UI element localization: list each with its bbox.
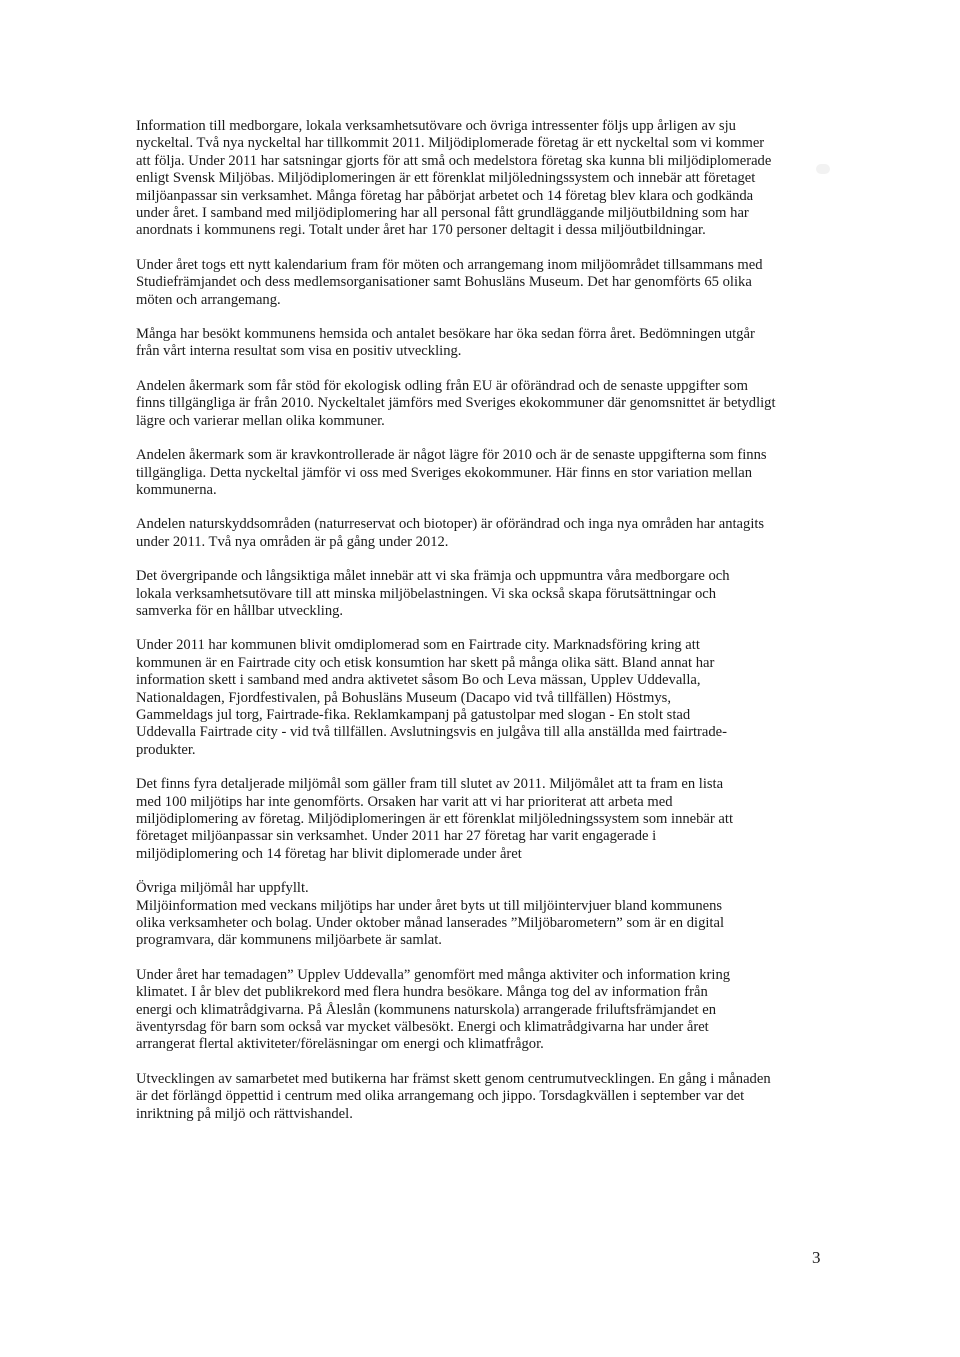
paragraph-environmental-information: Miljöinformation med veckans miljötips har under året byts ut till miljöintervjuer bland kommunens olika verksamheter och bolag. Under oktober månad lanserades ”Miljöbarometern” som är en digital programvara, där kommunens miljöarbete är samlat. [136, 897, 725, 949]
paragraph-krav-farmland: Andelen åkermark som är kravkontrollerade är något lägre för 2010 och är de senaste uppgifterna som finns tillgängliga. Detta nyckeltal jämför vi oss med Sveriges ekokommuner. Här finns en stor variation mellan kommunerna. [136, 447, 767, 498]
scan-artifact [816, 164, 830, 174]
paragraph-shop-cooperation: Utvecklingen av samarbetet med butikerna har främst skett genom centrumutvecklingen. En gång i månaden är det förlängd öppettid i centrum med olika arrangemang och jippo. Torsdagkvällen i september var det inriktning på miljö och rättvishandel. [136, 1070, 771, 1122]
paragraph-nature-reserves: Andelen naturskyddsområden (naturreservat och biotoper) är oförändrad och inga nya områden har antagits under 2011. Två nya områden är på gång under 2012. [136, 516, 765, 550]
paragraph-other-goals: Övriga miljömål har uppfyllt. [136, 880, 309, 897]
paragraph-organic-farmland: Andelen åkermark som får stöd för ekologisk odling från EU är oförändrad och de senaste uppgifter som finns tillgängliga är från 2010. Nyckeltalet jämförs med Sveriges ekokommuner där genomsnittet är betydligt lägre och varierar mellan olika kommuner. [136, 377, 776, 429]
paragraph-calendar: Under året togs ett nytt kalendarium fram för möten och arrangemang inom miljöområdet tillsammans med Studiefrämjandet och dess medlemsorganisationer samt Bohusläns Museum. Det har genomförts 65 olika möten och arrangemang. [136, 256, 763, 308]
body-text [136, 118, 806, 1140]
paragraph-theme-day: Under året har temadagen” Upplev Uddevalla” genomfört med många aktiviter och information kring klimatet. I år blev det publikrekord med flera hundra besökare. Många tog del av information från energi och klimatrådgivarna. På Åleslån (kommunens naturskola) arrangerade friluftsfrämjandet en äventyrsdag för barn som också var mycket välbesökt. Energi och klimatrådgivarna har under året arrangerat flertal aktiviteter/föreläsningar om energi och klimatfrågor. [136, 966, 731, 1053]
paragraph-key-figures: Information till medborgare, lokala verksamhetsutövare och övriga intressenter följs upp årligen av sju nyckeltal. Två nya nyckeltal har tillkommit 2011. Miljödiplomerade företag är ett nyckeltal som vi kommer att följa. Under 2011 har satsningar gjorts för att små och medelstora företag ska kunna bli miljödiplomerade enligt Svensk Miljöbas. Miljödiplomeringen är ett förenklat miljöledningssystem och innebär att företaget miljöanpassar sin verksamhet. Många företag har påbörjat arbetet och 14 företag blev klara och godkända under året. I samband med miljödiplomering har all personal fått grundläggande miljöutbildning som har anordnats i kommunens regi. Totalt under året har 170 personer deltagit i dessa miljöutbildningar. [136, 118, 772, 239]
paragraph-long-term-goal: Det övergripande och långsiktiga målet innebär att vi ska främja och uppmuntra våra medborgare och lokala verksamhetsutövare till att minska miljöbelastningen. Vi ska också skapa förutsättningar och samverka för en hållbar utveckling. [136, 568, 730, 619]
paragraph-environmental-goals: Det finns fyra detaljerade miljömål som gäller fram till slutet av 2011. Miljömålet att ta fram en lista med 100 miljötips har inte genomförts. Orsaken har varit att vi har prioriterat att arbeta med miljödiplomering av företag. Miljödiplomeringen är ett förenklat miljöledningssystem som innebär att företaget miljöanpassar sin verksamhet. Under 2011 har 27 företag har varit engagerade i miljödiplomering och 14 företag har blivit diplomerade under året [136, 776, 734, 862]
paragraph-fairtrade: Under 2011 har kommunen blivit omdiplomerad som en Fairtrade city. Marknadsföring kring att kommunen är en Fairtrade city och etisk konsumtion har skett på många olika sätt. Bland annat har information skett i samband med andra aktivetet såsom Bo och Leva mässan, Upplev Uddevalla, Nationaldagen, Fjordfestivalen, på Bohusläns Museum (Dacapo vid två tillfällen) Höstmys, Gammeldags jul torg, Fairtrade-fika. Reklamkampanj på gatustolpar med slogan - En stolt stad Uddevalla Fairtrade city - vid två tillfällen. Avslutningsvis en julgåva till alla anställda med fairtrade- produkter. [136, 637, 728, 758]
page-number: 3 [812, 1248, 821, 1267]
paragraph-website: Många har besökt kommunens hemsida och antalet besökare har öka sedan förra året. Bedömningen utgår från vårt interna resultat som visa en positiv utveckling. [136, 326, 755, 360]
